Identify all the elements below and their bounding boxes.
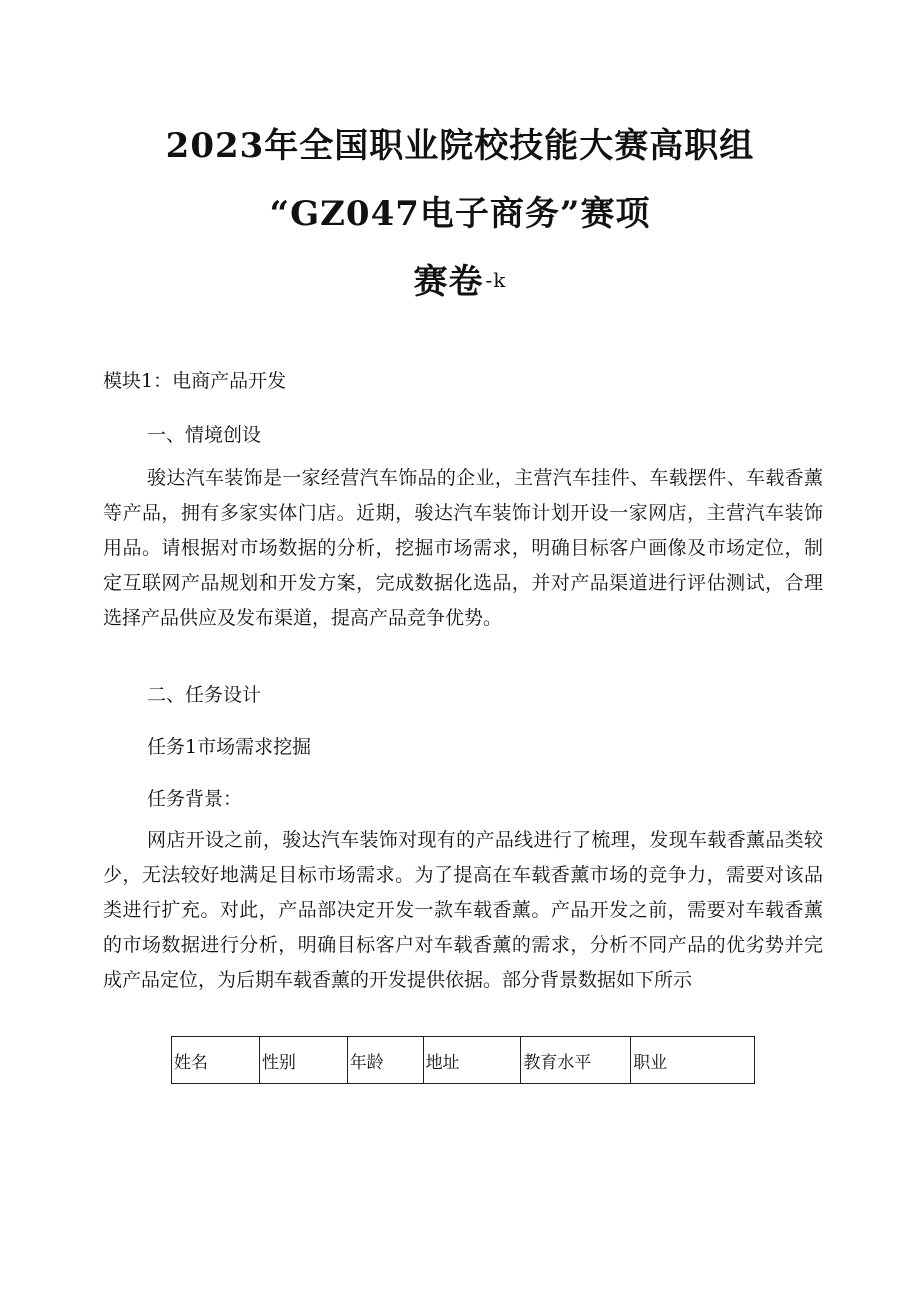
task-background-label: 任务背景： [147, 788, 243, 810]
document-title-line2: “GZ047电子商务”赛项 [269, 194, 651, 234]
table-header-cell: 姓名 [172, 1037, 260, 1084]
section-heading-situation: 一、情境创设 [147, 424, 262, 446]
customer-data-table [171, 1036, 755, 1084]
table-header-cell: 地址 [423, 1037, 521, 1084]
document-title-main: 赛卷 [413, 262, 484, 302]
situation-paragraph: 骏达汽车装饰是一家经营汽车饰品的企业，主营汽车挂件、车载摆件、车载香薰等产品，拥有多家实体门店。近期，骏达汽车装饰计划开设一家网店，主营汽车装饰用品。请根据对市场数据的分析，挖掘市场需求，明确目标客户画像及市场定位，制定互联网产品规划和开发方案，完成数据化选品，并对产品渠道进行评估测试，合理选择产品供应及发布渠道，提高产品竞争优势。 [103, 467, 823, 629]
section-heading-task-design: 二、任务设计 [147, 684, 262, 706]
task1-title: 任务1市场需求挖掘 [147, 736, 312, 758]
table-header-cell: 年龄 [347, 1037, 423, 1084]
table-header-cell: 教育水平 [521, 1037, 631, 1084]
task-background-paragraph: 网店开设之前，骏达汽车装饰对现有的产品线进行了梳理，发现车载香薰品类较少，无法较好地满足目标市场需求。为了提高在车载香薰市场的竞争力，需要对该品类进行扩充。对此，产品部决定开发一款车载香薰。产品开发之前，需要对车载香薰的市场数据进行分析，明确目标客户对车载香薰的需求，分析不同产品的优劣势并完成产品定位，为后期车载香薰的开发提供依据。部分背景数据如下所示 [103, 829, 823, 991]
module-heading: 模块1：电商产品开发 [103, 370, 287, 392]
table-header-cell: 性别 [259, 1037, 347, 1084]
table-header-row [172, 1037, 755, 1084]
document-title-line1: 2023年全国职业院校技能大赛高职组 [165, 126, 755, 166]
document-title-line3 [0, 254, 920, 303]
document-title-suffix: -k [485, 268, 507, 292]
table-header-cell: 职业 [631, 1037, 755, 1084]
